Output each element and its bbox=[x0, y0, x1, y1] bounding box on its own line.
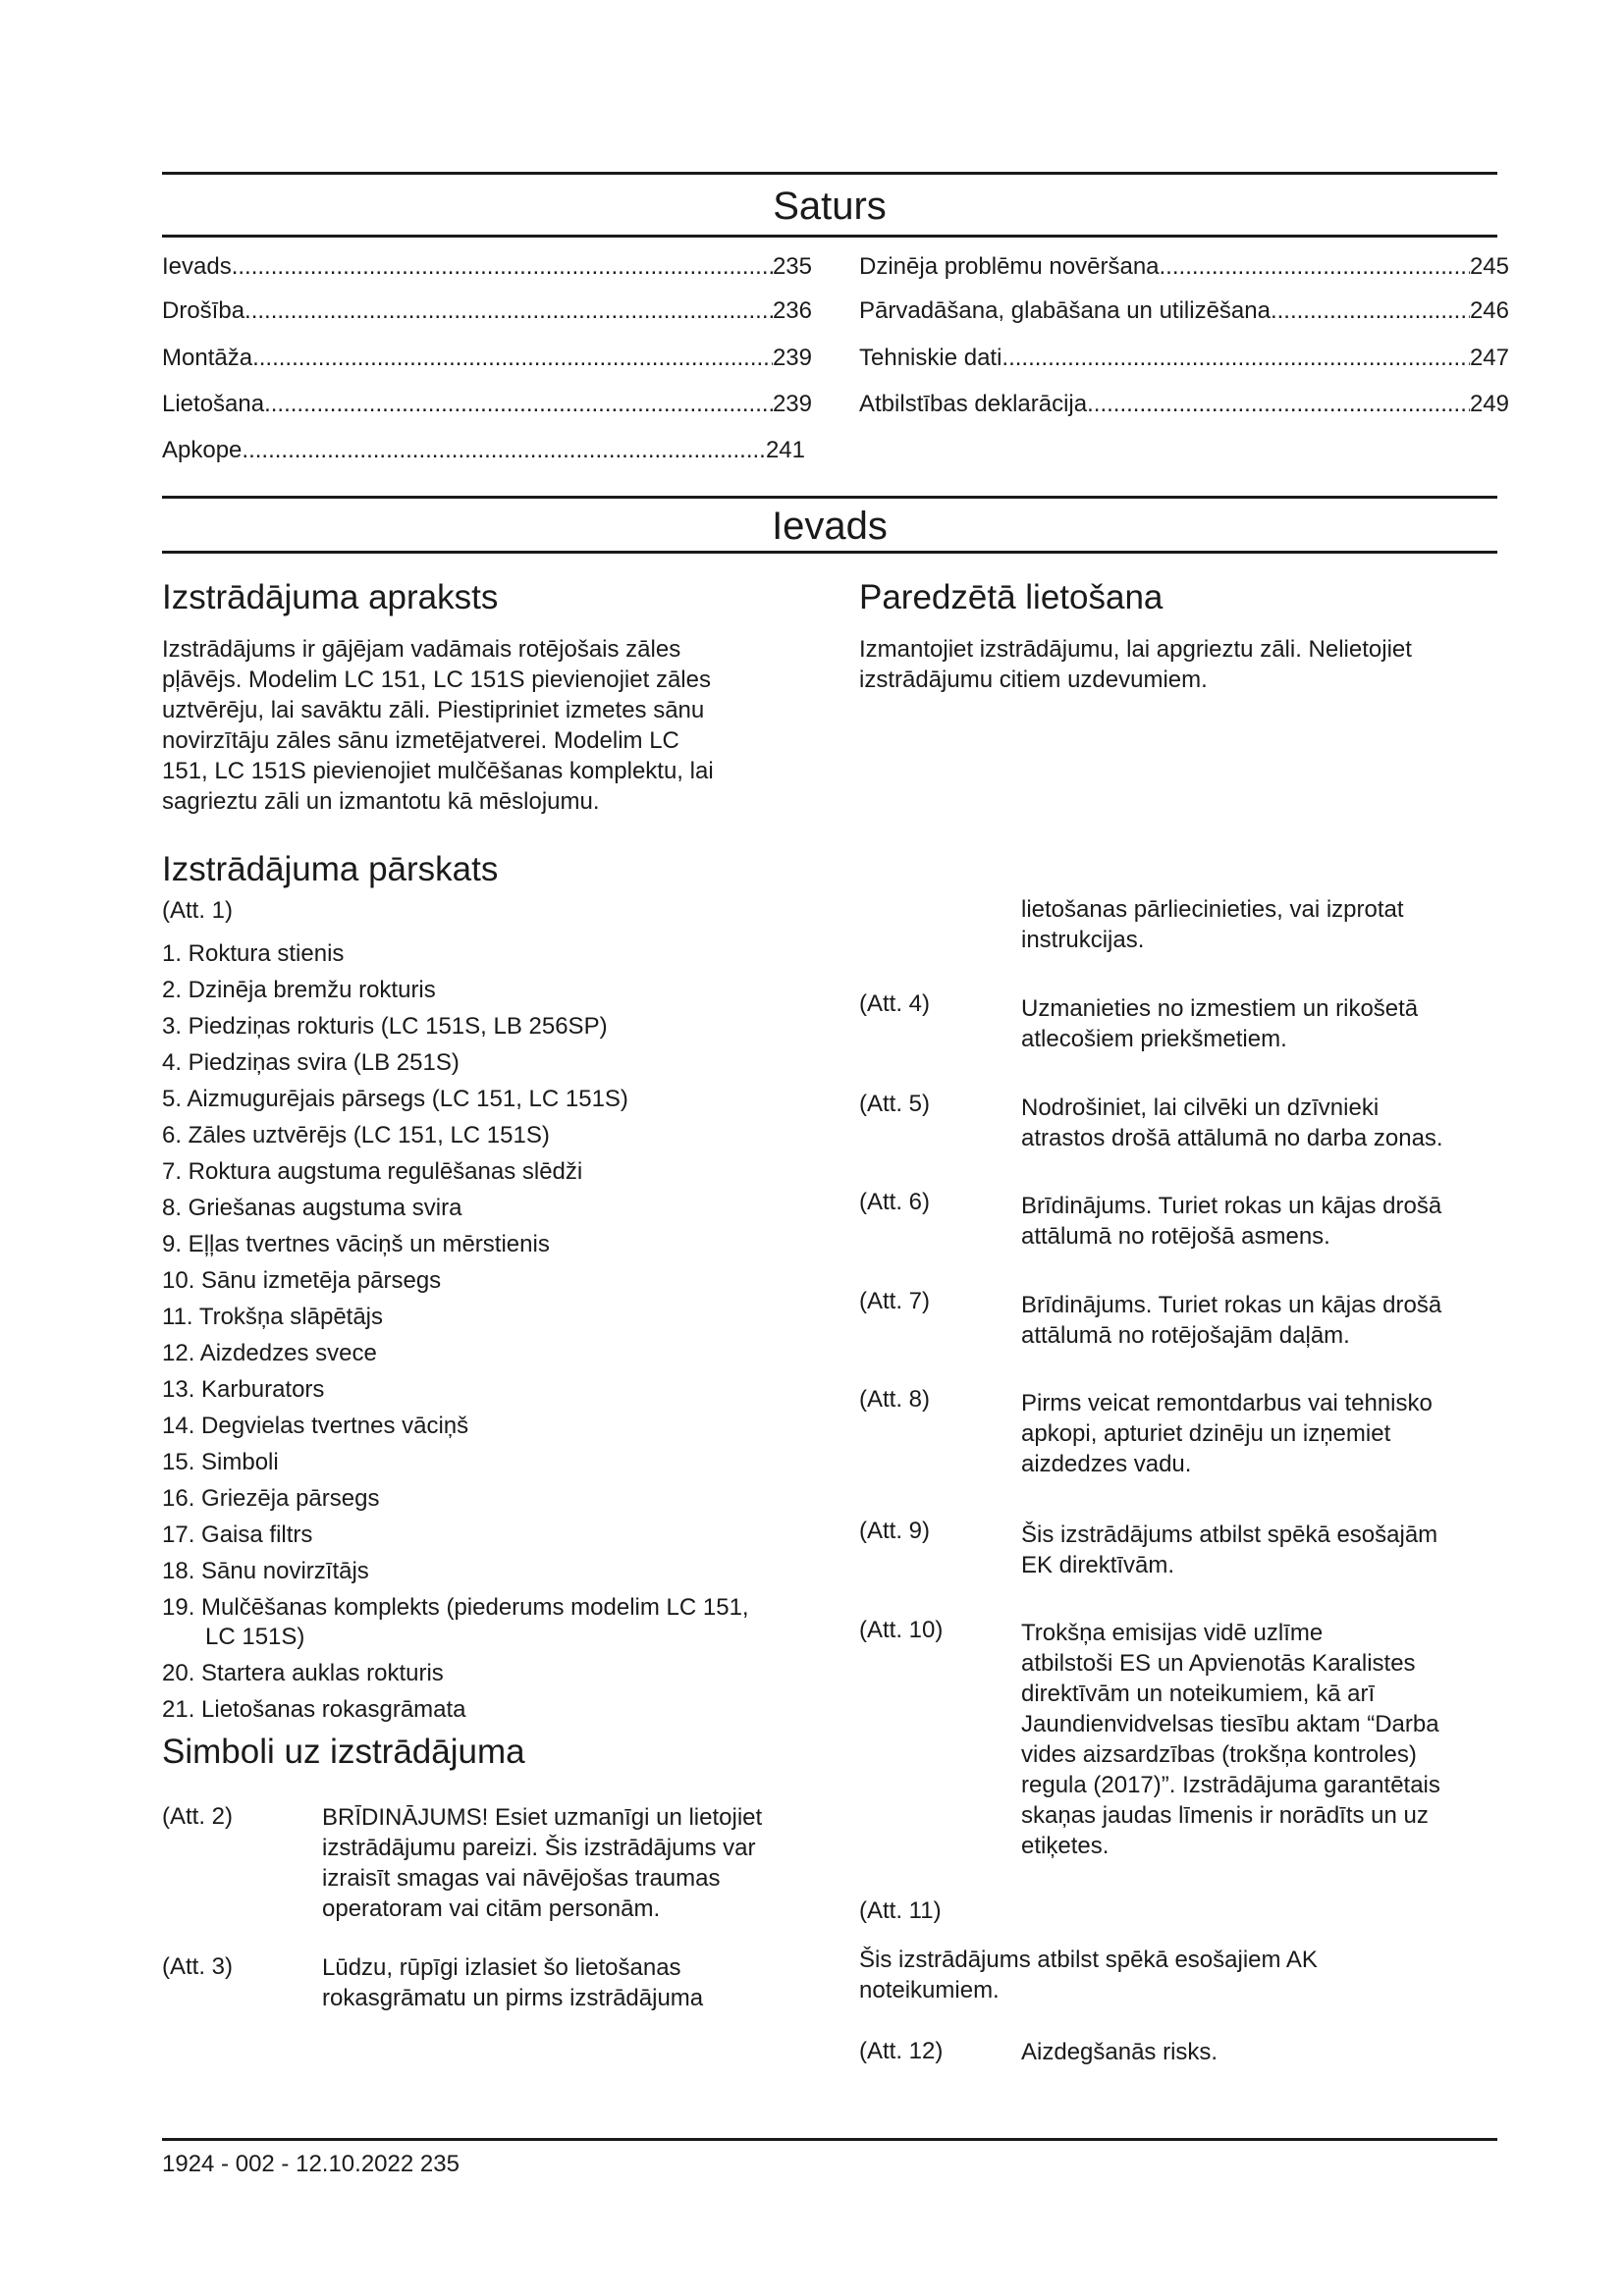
symbol-description: Šis izstrādājums atbilst spēkā esošajiem AK noteikumiem. bbox=[859, 1947, 1318, 2003]
product-overview-heading: Izstrādājuma pārskats bbox=[162, 850, 499, 888]
list-item: 16. Griezēja pārsegs bbox=[162, 1485, 380, 1512]
toc-entry[interactable]: Montāža ..... 239 bbox=[162, 344, 812, 373]
figure-ref: (Att. 8) bbox=[859, 1386, 931, 1413]
list-item: 18. Sānu novirzītājs bbox=[162, 1558, 369, 1584]
list-item: 19. Mulčēšanas komplekts (piederums modelim LC 151, bbox=[162, 1594, 749, 1621]
list-item: 4. Piedziņas svira (LB 251S) bbox=[162, 1049, 460, 1076]
list-item: 13. Karburators bbox=[162, 1376, 325, 1403]
figure-ref: (Att. 9) bbox=[859, 1518, 931, 1544]
intro-top-rule bbox=[162, 496, 1497, 499]
footer-rule bbox=[162, 2138, 1497, 2141]
list-item-continuation: LC 151S) bbox=[205, 1624, 305, 1650]
intro-title-rule bbox=[162, 551, 1497, 554]
symbol-description: Lūdzu, rūpīgi izlasiet šo lietošanas rokasgrāmatu un pirms izstrādājuma bbox=[322, 1954, 704, 2011]
figure-ref: (Att. 11) bbox=[859, 1897, 942, 1924]
toc-entry[interactable]: Pārvadāšana, glabāšana un utilizēšana ..... 246 bbox=[859, 296, 1509, 326]
list-item: 3. Piedziņas rokturis (LC 151S, LB 256SP) bbox=[162, 1013, 608, 1040]
toc-title-rule bbox=[162, 235, 1497, 238]
symbol-description: Trokšņa emisijas vidē uzlīme atbilstoši ES un Apvienotās Karalistes direktīvām un noteikumiem, kā arī Jaundienvidvelsas tiesību aktam “Darba vides aizsardzības (trokšņa kontroles) regula (2017)”. Izstrādājuma garantētais skaņas jaudas līmenis ir norādīts un uz etiķetes. bbox=[1021, 1620, 1440, 1859]
symbol-description: Brīdinājums. Turiet rokas un kājas drošā attālumā no rotējošā asmens. bbox=[1021, 1193, 1442, 1250]
symbol-description: BRĪDINĀJUMS! Esiet uzmanīgi un lietojiet izstrādājumu pareizi. Šis izstrādājums var izraisīt smagas vai nāvējošas traumas operatoram vai citām personām. bbox=[322, 1804, 763, 1922]
list-item: 2. Dzinēja bremžu rokturis bbox=[162, 977, 436, 1003]
figure-ref: (Att. 6) bbox=[859, 1189, 931, 1215]
product-description-heading: Izstrādājuma apraksts bbox=[162, 578, 499, 616]
list-item: 11. Trokšņa slāpētājs bbox=[162, 1304, 384, 1330]
list-item: 9. Eļļas tvertnes vāciņš un mērstienis bbox=[162, 1231, 550, 1257]
list-item: 10. Sānu izmetēja pārsegs bbox=[162, 1267, 442, 1294]
figure-ref: (Att. 1) bbox=[162, 897, 234, 924]
symbol-description: Nodrošiniet, lai cilvēki un dzīvnieki atrastos drošā attālumā no darba zonas. bbox=[1021, 1095, 1443, 1151]
section-title: Ievads bbox=[772, 505, 888, 548]
intended-use-heading: Paredzētā lietošana bbox=[859, 578, 1164, 616]
list-item: 6. Zāles uztvērējs (LC 151, LC 151S) bbox=[162, 1122, 550, 1148]
list-item: 7. Roktura augstuma regulēšanas slēdži bbox=[162, 1158, 583, 1185]
symbol-description: Aizdegšanās risks. bbox=[1021, 2039, 1218, 2065]
list-item: 8. Griešanas augstuma svira bbox=[162, 1195, 462, 1221]
page-footer: 1924 - 002 - 12.10.2022 235 bbox=[162, 2151, 460, 2177]
list-item: 20. Startera auklas rokturis bbox=[162, 1660, 444, 1686]
figure-ref: (Att. 10) bbox=[859, 1617, 944, 1643]
toc-entry[interactable]: Lietošana ..... 239 bbox=[162, 390, 812, 419]
toc-entry[interactable]: Dzinēja problēmu novēršana ..... 245 bbox=[859, 252, 1509, 282]
top-rule bbox=[162, 172, 1497, 175]
toc-entry[interactable]: Ievads ..... 235 bbox=[162, 252, 812, 282]
symbol-description: Šis izstrādājums atbilst spēkā esošajām EK direktīvām. bbox=[1021, 1522, 1438, 1578]
intended-use-text: Izmantojiet izstrādājumu, lai apgrieztu zāli. Nelietojiet izstrādājumu citiem uzdevumiem. bbox=[859, 636, 1412, 693]
toc-title: Saturs bbox=[773, 185, 887, 228]
symbol-description-continuation: lietošanas pārliecinieties, vai izprotat instrukcijas. bbox=[1021, 896, 1404, 953]
toc-entry[interactable]: Drošība ..... 236 bbox=[162, 296, 812, 326]
figure-ref: (Att. 5) bbox=[859, 1091, 931, 1117]
figure-ref: (Att. 7) bbox=[859, 1288, 931, 1314]
product-description-text: Izstrādājums ir gājējam vadāmais rotējošais zāles pļāvējs. Modelim LC 151, LC 151S pievienojiet zāles uztvērēju, lai savāktu zāli. Piestipriniet izmetes sānu novirzītāju zāles sānu izmetējatverei. Modelim LC 151, LC 151S pievienojiet mulčēšanas komplektu, lai sagrieztu zāli un izmantotu kā mēslojumu. bbox=[162, 636, 714, 815]
symbol-description: Pirms veicat remontdarbus vai tehnisko apkopi, apturiet dzinēju un izņemiet aizdedzes vadu. bbox=[1021, 1390, 1433, 1477]
toc-entry[interactable]: Apkope ..... 241 bbox=[162, 436, 805, 465]
list-item: 5. Aizmugurējais pārsegs (LC 151, LC 151S) bbox=[162, 1086, 628, 1112]
symbol-description: Brīdinājums. Turiet rokas un kājas drošā attālumā no rotējošajām daļām. bbox=[1021, 1292, 1442, 1349]
symbols-heading: Simboli uz izstrādājuma bbox=[162, 1733, 525, 1771]
list-item: 1. Roktura stienis bbox=[162, 940, 345, 967]
list-item: 14. Degvielas tvertnes vāciņš bbox=[162, 1413, 469, 1439]
symbol-description: Uzmanieties no izmestiem un rikošetā atlecošiem priekšmetiem. bbox=[1021, 995, 1419, 1052]
figure-ref: (Att. 12) bbox=[859, 2038, 944, 2064]
list-item: 15. Simboli bbox=[162, 1449, 279, 1475]
figure-ref: (Att. 3) bbox=[162, 1953, 234, 1980]
figure-ref: (Att. 2) bbox=[162, 1803, 234, 1830]
figure-ref: (Att. 4) bbox=[859, 990, 931, 1017]
list-item: 12. Aizdedzes svece bbox=[162, 1340, 377, 1366]
list-item: 21. Lietošanas rokasgrāmata bbox=[162, 1696, 466, 1723]
list-item: 17. Gaisa filtrs bbox=[162, 1522, 313, 1548]
toc-entry[interactable]: Tehniskie dati ..... 247 bbox=[859, 344, 1509, 373]
toc-entry[interactable]: Atbilstības deklarācija ..... 249 bbox=[859, 390, 1509, 419]
